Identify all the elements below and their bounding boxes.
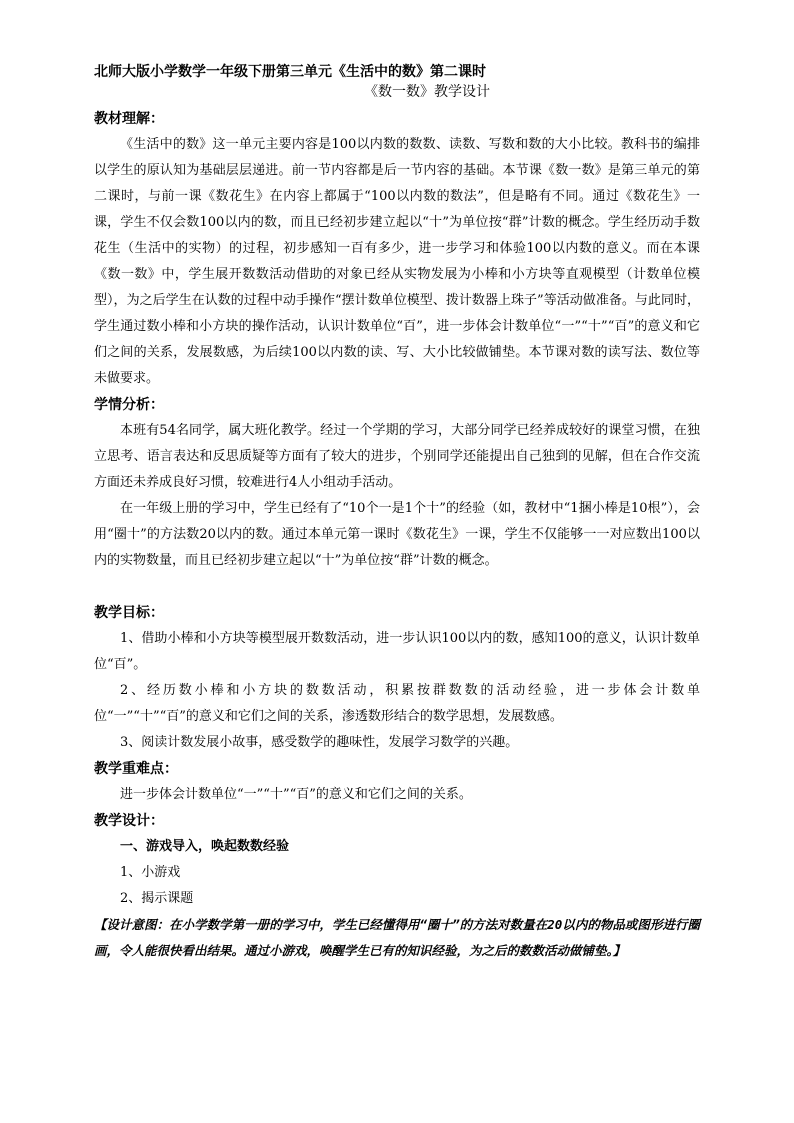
goal-item-2: 2、经历数小棒和小方块的数数活动，积累按群数数的活动经验，进一步体会计数单位“一”“十”“百”的意义和它们之间的关系，渗透数形结合的数学思想，发展数感。 bbox=[94, 683, 700, 724]
section-heading-students: 学情分析： bbox=[94, 397, 164, 413]
students-paragraph-2: 在一年级上册的学习中，学生已经有了“10个一是1个十”的经验（如，教材中“1捆小棒是10根”），会用“圈十”的方法数20以内的数。通过本单元第一课时《数花生》一课，学生不仅能够一一对应数出100以内的实物数量，而且已经初步建立起以“十”为单位按“群”计数的概念。 bbox=[94, 501, 700, 568]
document-title: 北师大版小学数学一年级下册第三单元《生活中的数》第二课时 bbox=[94, 64, 486, 80]
spacer bbox=[94, 574, 700, 600]
document-page bbox=[94, 62, 700, 964]
material-paragraph: 《生活中的数》这一单元主要内容是100以内数的数数、读数、写数和数的大小比较。教科书的编排以学生的原认知为基础层层递进。前一节内容都是后一节内容的基础。本节课《数一数》是第三单元的第二课时，与前一课《数花生》在内容上都属于“100以内数的数法”，但是略有不同。通过《数花生》一课，学生不仅会数100以内的数，而且已经初步建立起以“十”为单位按“群”计数的概念。学生经历动手数花生（生活中的实物）的过程，初步感知一百有多少，进一步学习和体验100以内数的意义。而在本课《数一数》中，学生展开数数活动借助的对象已经从实物发展为小棒和小方块等直观模型（计数单位模型），为之后学生在认数的过程中动手操作“摆计数单位模型、拨计数器上珠子”等活动做准备。与此同时，学生通过数小棒和小方块的操作活动，认识计数单位“百”，进一步体会计数单位“一”“十”“百”的意义和它们之间的关系，发展数感，为后续100以内数的读、写、大小比较做铺垫。本节课对数的读写法、数位等未做要求。 bbox=[94, 137, 700, 386]
design-part1-title: 一、游戏导入，唤起数数经验 bbox=[120, 839, 290, 854]
design-intent-note: 【设计意图：在小学数学第一册的学习中，学生已经懂得用“圈十”的方法对数量在20以内的物品或图形进行圈画，令人能很快看出结果。通过小游戏，唤醒学生已有的知识经验，为之后的数数活动做铺垫。】 bbox=[94, 917, 700, 958]
goal-item-1: 1、借助小棒和小方块等模型展开数数活动，进一步认识100以内的数，感知100的意义，认识计数单位“百”。 bbox=[94, 631, 700, 672]
design-step-1: 1、小游戏 bbox=[120, 865, 181, 880]
design-step-2: 2、揭示课题 bbox=[120, 891, 194, 906]
goal-item-3: 3、阅读计数发展小故事，感受数学的趣味性，发展学习数学的兴趣。 bbox=[120, 735, 519, 750]
students-paragraph-1: 本班有54名同学，属大班化教学。经过一个学期的学习，大部分同学已经养成较好的课堂习惯，在独立思考、语言表达和反思质疑等方面有了较大的进步，个别同学还能提出自己独到的见解，但在合作交流方面还未养成良好习惯，较难进行4人小组动手活动。 bbox=[94, 423, 700, 490]
section-heading-material: 教材理解： bbox=[94, 111, 164, 127]
document-subtitle: 《数一数》教学设计 bbox=[364, 84, 490, 100]
section-heading-design: 教学设计： bbox=[94, 813, 164, 829]
section-heading-goals: 教学目标： bbox=[94, 605, 164, 621]
section-heading-keypoints: 教学重难点： bbox=[94, 761, 178, 777]
keypoints-text: 进一步体会计数单位“一”“十”“百”的意义和它们之间的关系。 bbox=[120, 787, 472, 802]
